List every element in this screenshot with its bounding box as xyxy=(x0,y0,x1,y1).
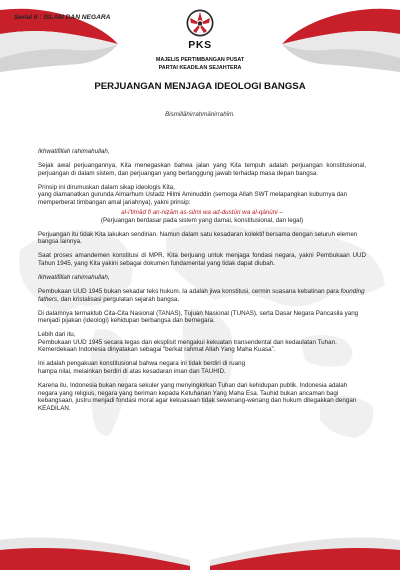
principle-quote xyxy=(38,209,366,224)
greeting-1: Ikhwatifillah rahimahullah, xyxy=(38,148,110,155)
paragraph-5-italic: founding fathers xyxy=(38,288,365,303)
document-body xyxy=(38,148,366,419)
paragraph-8-line-2: hampa nilai, melainkan berdiri di atas kesadaran iman dan TAUHID. xyxy=(38,367,226,375)
paragraph-6: Di dalamnya termaktub Cita-Cita Nasional (TANAS), Tujuan Nasional (TUNAS), serta Dasar Negara Pancasila yang menjadi pijakan (ideologi) kehidupan berbangsa dan bernegara. xyxy=(38,309,359,325)
flag-ribbon-bottom-left xyxy=(0,520,190,570)
document-title: PERJUANGAN MENJAGA IDEOLOGI BANGSA xyxy=(94,81,306,92)
paragraph-4: Saat proses amandemen konstitusi di MPR, Kita berjuang untuk menjaga fondasi negara, yakni Pembukaan UUD Tahun 1945, yang Kita yakini sebagai dokumen fundamental yang tidak dapat diubah. xyxy=(38,252,366,268)
paragraph-7-line-2: Pembukaan UUD 1945 secara tegas dan eksplisit mengakui kekuatan transendental dan kedaulatan Tuhan. xyxy=(38,338,337,346)
paragraph-7 xyxy=(38,331,366,354)
brand-name: PKS xyxy=(188,39,212,51)
paragraph-2-line-1: Prinsip ini dirumuskan dalam sikap ideologis Kita, xyxy=(38,183,175,191)
greeting-2: Ikhwatifillah rahimahullah, xyxy=(38,274,110,282)
paragraph-1: Sejak awal perjuangannya, Kita menegaskan bahwa jalan yang Kita tempuh adalah perjuangan konstitusional, perjuangan di dalam sistem, dan perjuangan yang bertanggung jawab terhadap masa depan bangsa. xyxy=(38,162,366,177)
paragraph-2 xyxy=(38,184,366,207)
paragraph-9: Karena itu, Indonesia bukan negara sekuler yang menyingkirkan Tuhan dari kehidupan publik. Indonesia adalah negara yang religius, negara yang beriman kepada Ketuhanan Yang Maha Esa. Tauhid bukan ancaman bagi kebangsaan, justru menjadi fondasi moral agar kekuasaan tidak sewenang-wenang dan hukum ditegakkan dengan KEADILAN. xyxy=(38,382,357,412)
paragraph-3: Perjuangan itu tidak Kita lakukan sendirian. Namun dalam satu kesadaran kolektif bersama dengan seluruh elemen bangsa lainnya. xyxy=(38,230,358,246)
bismillah-text: Bismillāhirraḥmānirraḥīm. xyxy=(165,111,235,118)
paragraph-5 xyxy=(38,288,366,303)
quote-translation: (Perjuangan berdasar pada sistem yang damai, konstitusional, dan legal) xyxy=(100,216,304,224)
org-line-2: PARTAI KEADILAN SEJAHTERA xyxy=(158,65,242,71)
org-line-1: MAJELIS PERTIMBANGAN PUSAT xyxy=(155,57,245,63)
paragraph-5-end: , dan kristalisasi pergulatan sejarah bangsa. xyxy=(57,295,180,303)
series-label: Serial 6 : ISLAM DAN NEGARA xyxy=(14,14,111,21)
paragraph-7-line-1: Lebih dari itu, xyxy=(38,331,76,339)
pks-logo-icon xyxy=(184,8,216,38)
quote-arabic: al-i'timād fi an-niẓām as-silmi wa ad-dustūri wa al-qānūni – xyxy=(121,209,283,217)
flag-ribbon-bottom-right xyxy=(210,520,400,570)
paragraph-7-line-3: Kemerdekaan Indonesia dinyatakan sebagai “berkat rahmat Allah Yang Maha Kuasa”. xyxy=(38,346,276,354)
paragraph-8 xyxy=(38,360,366,375)
paragraph-5-start: Pembukaan UUD 1945 bukan sekadar teks hukum. Ia adalah jiwa konstitusi, cermin suasana kebatinan para xyxy=(38,288,341,296)
paragraph-8-line-1: Ini adalah pengakuan konstitusional bahwa negara ini tidak berdiri di ruang xyxy=(38,360,246,368)
paragraph-2-line-2: yang diamanatkan gurunda Almarhum Ustadz Hilmi Aminuddin (semoga Allah SWT melapangkan kuburnya dan memperberat timbangan amal jariahnya), yakni prinsip: xyxy=(38,191,348,206)
